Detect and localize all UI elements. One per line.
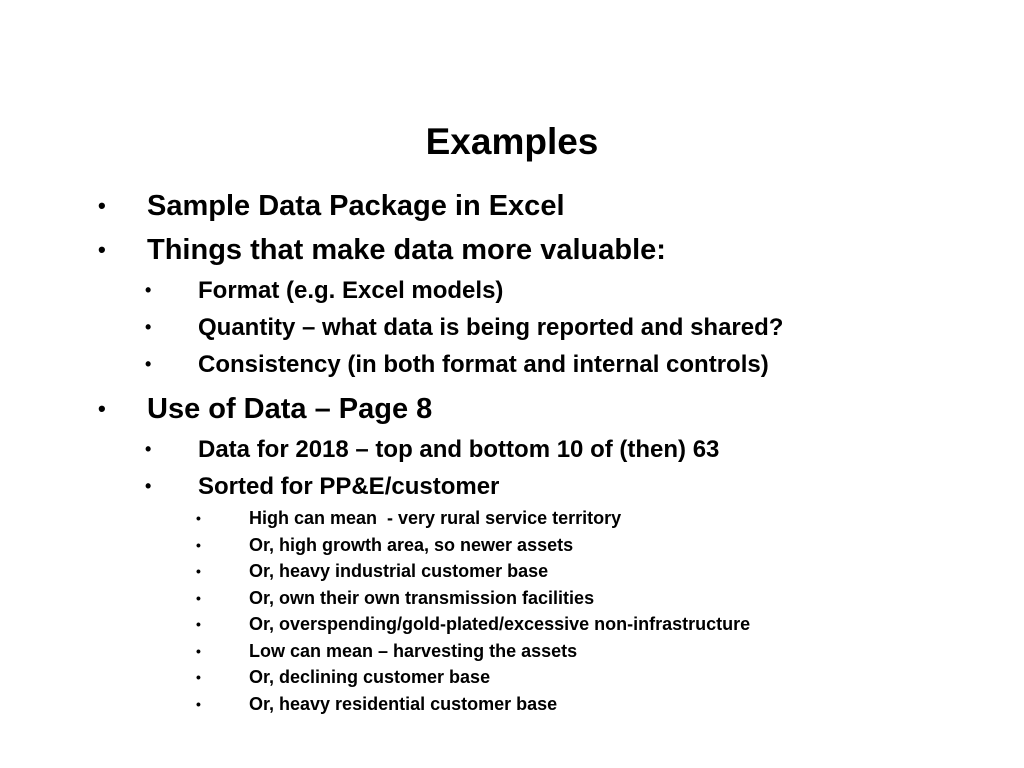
sub-bullet-item [0, 468, 1024, 505]
sub-sub-bullet-text: Or, own their own transmission facilities [249, 587, 595, 608]
bullet-item [0, 228, 1024, 272]
sub-sub-bullet-item [0, 585, 1024, 612]
bullet-icon: • [196, 695, 201, 712]
sub-sub-bullet-item [0, 638, 1024, 665]
bullet-text: Sample Data Package in Excel [147, 190, 565, 222]
sub-sub-bullet-text: Or, declining customer base [249, 667, 491, 687]
bullet-icon: • [196, 669, 201, 685]
bullet-icon: • [145, 317, 152, 337]
sub-sub-bullet-text: Low can mean – harvesting the assets [249, 640, 578, 661]
sub-sub-bullet-item [0, 558, 1024, 585]
sub-sub-bullet-text: Or, heavy residential customer base [249, 693, 558, 714]
bullet-icon: • [196, 510, 201, 526]
bullet-text: Things that make data more valuable: [147, 234, 666, 266]
bullet-icon: • [196, 589, 201, 606]
sub-sub-bullet-text: Or, overspending/gold-plated/excessive non-infrastructure [249, 614, 751, 634]
bullet-icon: • [196, 536, 201, 553]
sub-bullet-item [0, 272, 1024, 309]
sub-sub-bullet-text: High can mean - very rural service territory [249, 508, 622, 528]
sub-bullet-text: Consistency (in both format and internal controls) [198, 351, 769, 378]
sub-bullet-item [0, 431, 1024, 468]
bullet-item [0, 184, 1024, 228]
bullet-icon: • [145, 280, 152, 300]
sub-bullet-text: Data for 2018 – top and bottom 10 of (then) 63 [198, 436, 720, 463]
sub-sub-bullet-item [0, 664, 1024, 691]
sub-bullet-item [0, 346, 1024, 383]
bullet-item [0, 387, 1024, 431]
bullet-icon: • [196, 642, 201, 659]
bullet-text: Use of Data – Page 8 [147, 393, 433, 425]
sub-bullet-text: Sorted for PP&E/customer [198, 473, 500, 500]
bullet-icon: • [196, 616, 201, 632]
sub-bullet-item [0, 309, 1024, 346]
bullet-list [0, 184, 1024, 717]
bullet-icon: • [98, 396, 106, 421]
bullet-icon: • [98, 237, 106, 262]
sub-bullet-text: Quantity – what data is being reported and shared? [198, 314, 784, 341]
sub-sub-bullet-item [0, 611, 1024, 638]
sub-sub-bullet-text: Or, heavy industrial customer base [249, 561, 549, 581]
sub-sub-bullet-item [0, 691, 1024, 718]
bullet-icon: • [145, 354, 152, 374]
bullet-icon: • [145, 476, 152, 496]
bullet-icon: • [145, 439, 152, 459]
sub-bullet-text: Format (e.g. Excel models) [198, 277, 504, 304]
bullet-icon: • [196, 563, 201, 579]
sub-sub-bullet-item [0, 505, 1024, 532]
sub-sub-bullet-text: Or, high growth area, so newer assets [249, 534, 574, 555]
sub-sub-bullet-item [0, 532, 1024, 559]
slide-title: Examples [425, 121, 599, 162]
bullet-icon: • [98, 193, 106, 218]
